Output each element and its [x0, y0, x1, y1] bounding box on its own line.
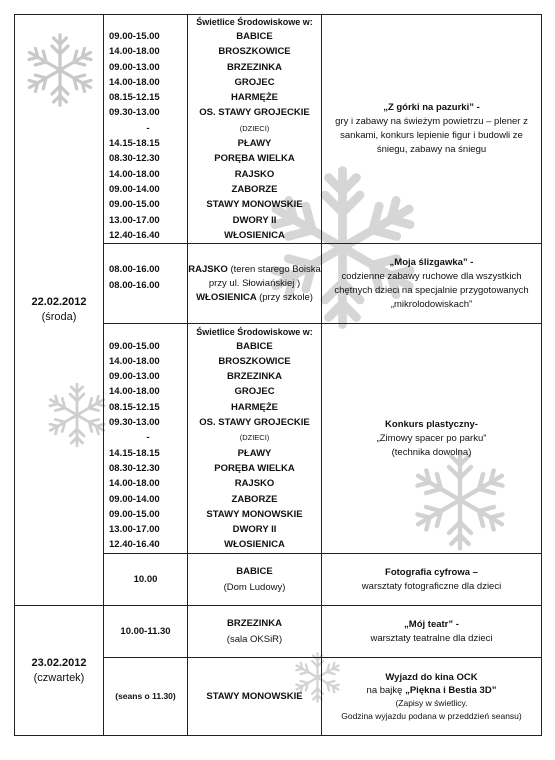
- time-entry: 08.00-16.00: [109, 279, 160, 291]
- time-entry: 14.00-18.00: [109, 478, 160, 490]
- event-description: gry i zabawy na świeżym powietrzu – plener z sankami, konkurs lepienie figur i budowli ze śniegu, zabawy na śniegu: [335, 116, 528, 156]
- place-name: ZABORZE: [231, 493, 278, 505]
- place-name: RAJSKO: [188, 263, 228, 275]
- event-note: (Zapisy w świetlicy.: [395, 697, 468, 708]
- place-name: OS. STAWY GROJECKIE: [199, 417, 310, 429]
- event-title: „Moja ślizgawka” -: [389, 256, 474, 268]
- place-name: STAWY MONOWSKIE: [206, 691, 303, 702]
- time-entry: 09.00-13.00: [109, 371, 160, 383]
- date-label: 23.02.2012: [31, 656, 87, 669]
- section-header: Świetlice Środowiskowe w:: [196, 326, 313, 337]
- time-entry: 09.30-13.00: [109, 107, 160, 119]
- place-name: PORĘBA WIELKA: [214, 153, 295, 165]
- date-label: 22.02.2012: [31, 296, 87, 309]
- date-cell: [15, 606, 104, 736]
- description-cell: [322, 606, 542, 658]
- place-note: (teren starego Boiska przy ul. Słowiańskiej ): [208, 263, 321, 289]
- time-entry: -: [146, 432, 150, 444]
- event-title: „Mój teatr” -: [404, 618, 459, 630]
- place-name: STAWY MONOWSKIE: [206, 199, 303, 211]
- place-name: BRZEZINKA: [227, 371, 282, 383]
- place-name: PŁAWY: [237, 447, 272, 459]
- place-note: (Dom Ludowy): [223, 581, 286, 593]
- time-entry: 08.30-12.30: [109, 153, 160, 165]
- event-subtitle: „Zimowy spacer po parku”: [376, 432, 487, 444]
- event-title: Fotografia cyfrowa –: [385, 566, 478, 578]
- event-prefix: na bajkę: [366, 684, 406, 696]
- place-name: BABICE: [236, 566, 273, 578]
- description-cell: [322, 15, 542, 244]
- time-cell: [104, 606, 188, 658]
- event-description: warsztaty fotograficzne dla dzieci: [361, 580, 502, 592]
- event-description: codzienne zabawy ruchowe dla wszystkich chętnych dzieci na specjalnie przygotowanych „mikrolodowiskach”: [334, 270, 529, 310]
- place-name: ZABORZE: [231, 183, 278, 195]
- place-name: OS. STAWY GROJECKIE: [199, 107, 310, 119]
- time-entry: (seans o 11.30): [115, 691, 176, 701]
- description-cell: [322, 244, 542, 324]
- time-entry: 14.15-18.15: [109, 138, 160, 150]
- place-name: RAJSKO: [234, 168, 275, 180]
- time-entry: 12.40-16.40: [109, 229, 160, 241]
- schedule-table: [14, 14, 542, 736]
- time-entry: 14.00-18.00: [109, 46, 160, 58]
- place-name: DWORY II: [232, 524, 277, 536]
- place-name: BRZEZINKA: [227, 61, 282, 73]
- event-film-title: „Piękna i Bestia 3D”: [405, 684, 497, 696]
- event-note: (technika dowolna): [391, 446, 472, 458]
- time-entry: 13.00-17.00: [109, 214, 160, 226]
- place-cell: [188, 658, 322, 736]
- place-name: HARMĘŻE: [231, 401, 278, 413]
- place-name: GROJEC: [234, 76, 275, 88]
- place-note: (sala OKSiR): [226, 633, 283, 645]
- time-entry: 14.00-18.00: [109, 168, 160, 180]
- time-entry: 12.40-16.40: [109, 539, 160, 551]
- place-name: GROJEC: [234, 386, 275, 398]
- table-row: [15, 606, 542, 658]
- place-name: WŁOSIENICA: [224, 539, 285, 551]
- place-cell: [188, 606, 322, 658]
- time-entry: 14.00-18.00: [109, 355, 160, 367]
- place-name: HARMĘŻE: [231, 92, 278, 104]
- day-label: (środa): [41, 311, 77, 324]
- time-entry: 10.00-11.30: [120, 626, 171, 637]
- place-cell: [188, 324, 322, 554]
- place-name: WŁOSIENICA: [224, 229, 285, 241]
- time-cell: [104, 324, 188, 554]
- time-entry: 08.00-16.00: [109, 264, 160, 276]
- section-header: Świetlice Środowiskowe w:: [196, 17, 313, 27]
- description-cell: [322, 324, 542, 554]
- time-entry: 08.30-12.30: [109, 462, 160, 474]
- event-note: Godzina wyjazdu podana w przeddzień seansu): [341, 710, 522, 721]
- time-entry: 10.00: [133, 574, 158, 585]
- time-entry: 09.00-14.00: [109, 493, 160, 505]
- time-entry: 14.15-18.15: [109, 447, 160, 459]
- place-name: BABICE: [236, 31, 273, 42]
- time-entry: 09.00-13.00: [109, 61, 160, 73]
- place-name: (DZIECI): [239, 123, 270, 133]
- time-entry: 13.00-17.00: [109, 524, 160, 536]
- event-title: Wyjazd do kina OCK: [385, 671, 478, 683]
- place-name: PŁAWY: [237, 138, 272, 150]
- place-name: PORĘBA WIELKA: [214, 462, 295, 474]
- place-name: WŁOSIENICA: [196, 291, 257, 303]
- place-cell: [188, 244, 322, 324]
- date-cell: [15, 15, 104, 606]
- description-cell: [322, 554, 542, 606]
- time-entry: 09.00-15.00: [109, 31, 160, 42]
- time-entry: 14.00-18.00: [109, 76, 160, 88]
- time-entry: 09.00-14.00: [109, 183, 160, 195]
- time-cell: [104, 658, 188, 736]
- day-label: (czwartek): [33, 671, 85, 684]
- time-entry: 08.15-12.15: [109, 401, 160, 413]
- time-cell: [104, 554, 188, 606]
- place-name: STAWY MONOWSKIE: [206, 508, 303, 520]
- time-cell: [104, 244, 188, 324]
- time-entry: 09.00-15.00: [109, 340, 160, 352]
- place-name: DWORY II: [232, 214, 277, 226]
- table-row: [15, 15, 542, 244]
- place-name: BROSZKOWICE: [218, 46, 291, 58]
- time-list: [109, 339, 187, 553]
- place-name: (DZIECI): [239, 433, 270, 443]
- place-name: BRZEZINKA: [227, 618, 282, 630]
- place-list: [188, 339, 321, 553]
- time-entry: 09.00-15.00: [109, 199, 160, 211]
- place-list: [188, 29, 321, 243]
- time-entry: 09.00-15.00: [109, 508, 160, 520]
- place-name: BABICE: [236, 340, 273, 352]
- time-list: [109, 29, 187, 243]
- time-cell: [104, 15, 188, 244]
- place-name: BROSZKOWICE: [218, 355, 291, 367]
- place-name: RAJSKO: [234, 478, 275, 490]
- time-entry: 14.00-18.00: [109, 386, 160, 398]
- event-title: Konkurs plastyczny-: [385, 418, 478, 430]
- time-entry: 09.30-13.00: [109, 417, 160, 429]
- event-description: warsztaty teatralne dla dzieci: [370, 632, 493, 644]
- time-entry: 08.15-12.15: [109, 92, 160, 104]
- time-entry: -: [146, 122, 150, 134]
- place-cell: [188, 554, 322, 606]
- event-title: „Z górki na pazurki” -: [383, 102, 480, 114]
- place-note: (przy szkole): [259, 291, 313, 303]
- description-cell: [322, 658, 542, 736]
- place-cell: [188, 15, 322, 244]
